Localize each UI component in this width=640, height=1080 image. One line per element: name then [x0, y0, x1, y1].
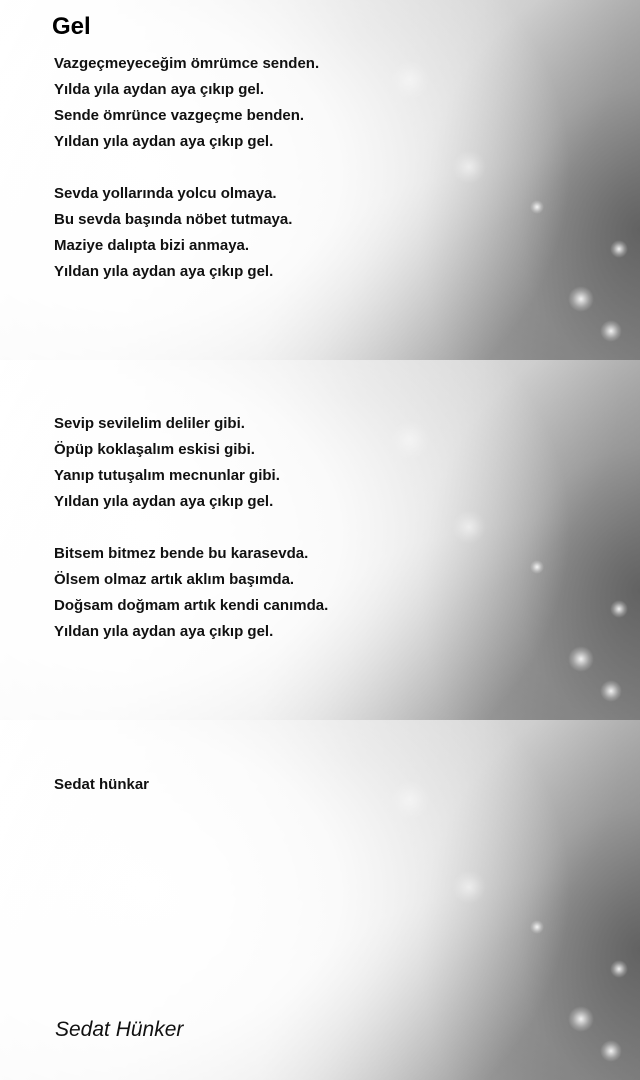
stanza: [54, 411, 280, 515]
poem-line: Sevip sevilelim deliler gibi.: [54, 415, 245, 432]
bokeh-light: [390, 420, 430, 460]
poem-panel-1: [0, 0, 640, 360]
bokeh-light: [390, 60, 430, 100]
bokeh-light: [600, 1040, 622, 1062]
bokeh-light: [610, 960, 628, 978]
poem-line: Vazgeçmeyeceğim ömrümce senden.: [54, 55, 320, 72]
author-signature: Sedat Hünker: [55, 1018, 184, 1041]
poem-line: Yıldan yıla aydan aya çıkıp gel.: [54, 133, 274, 150]
poem-line: Ölsem olmaz artık aklım başımda.: [54, 571, 295, 588]
poem-title: Gel: [52, 13, 91, 40]
bokeh-light: [568, 1006, 594, 1032]
poem-author-line: Sedat hünkar: [54, 776, 150, 793]
stanza: [54, 541, 328, 645]
poem-line: Maziye dalıpta bizi anmaya.: [54, 237, 250, 254]
bokeh-light: [452, 870, 486, 904]
poem-line: Bitsem bitmez bende bu karasevda.: [54, 545, 309, 562]
bokeh-light: [600, 320, 622, 342]
stanza: [54, 51, 319, 155]
bokeh-light: [568, 646, 594, 672]
poem-panel-3: [0, 720, 640, 1080]
bokeh-light: [530, 560, 544, 574]
bokeh-light: [452, 150, 486, 184]
poem-line: Doğsam doğmam artık kendi canımda.: [54, 597, 329, 614]
bokeh-light: [452, 510, 486, 544]
bokeh-light: [568, 286, 594, 312]
poem-line: Yılda yıla aydan aya çıkıp gel.: [54, 81, 265, 98]
bokeh-light: [600, 680, 622, 702]
poem-panel-2: [0, 360, 640, 720]
poem-line: Sevda yollarında yolcu olmaya.: [54, 185, 277, 202]
bokeh-light: [610, 600, 628, 618]
poem-line: Bu sevda başında nöbet tutmaya.: [54, 211, 293, 228]
bokeh-light: [530, 920, 544, 934]
poem-line: Yıldan yıla aydan aya çıkıp gel.: [54, 493, 274, 510]
bokeh-light: [390, 780, 430, 820]
bokeh-light: [610, 240, 628, 258]
poem-line: Yıldan yıla aydan aya çıkıp gel.: [54, 623, 274, 640]
stanza: [54, 181, 292, 285]
poem-line: Öpüp koklaşalım eskisi gibi.: [54, 441, 255, 458]
poem-line: Yanıp tutuşalım mecnunlar gibi.: [54, 467, 280, 484]
poem-line: Sende ömrünce vazgeçme benden.: [54, 107, 305, 124]
poem-line: Yıldan yıla aydan aya çıkıp gel.: [54, 263, 274, 280]
bokeh-light: [530, 200, 544, 214]
